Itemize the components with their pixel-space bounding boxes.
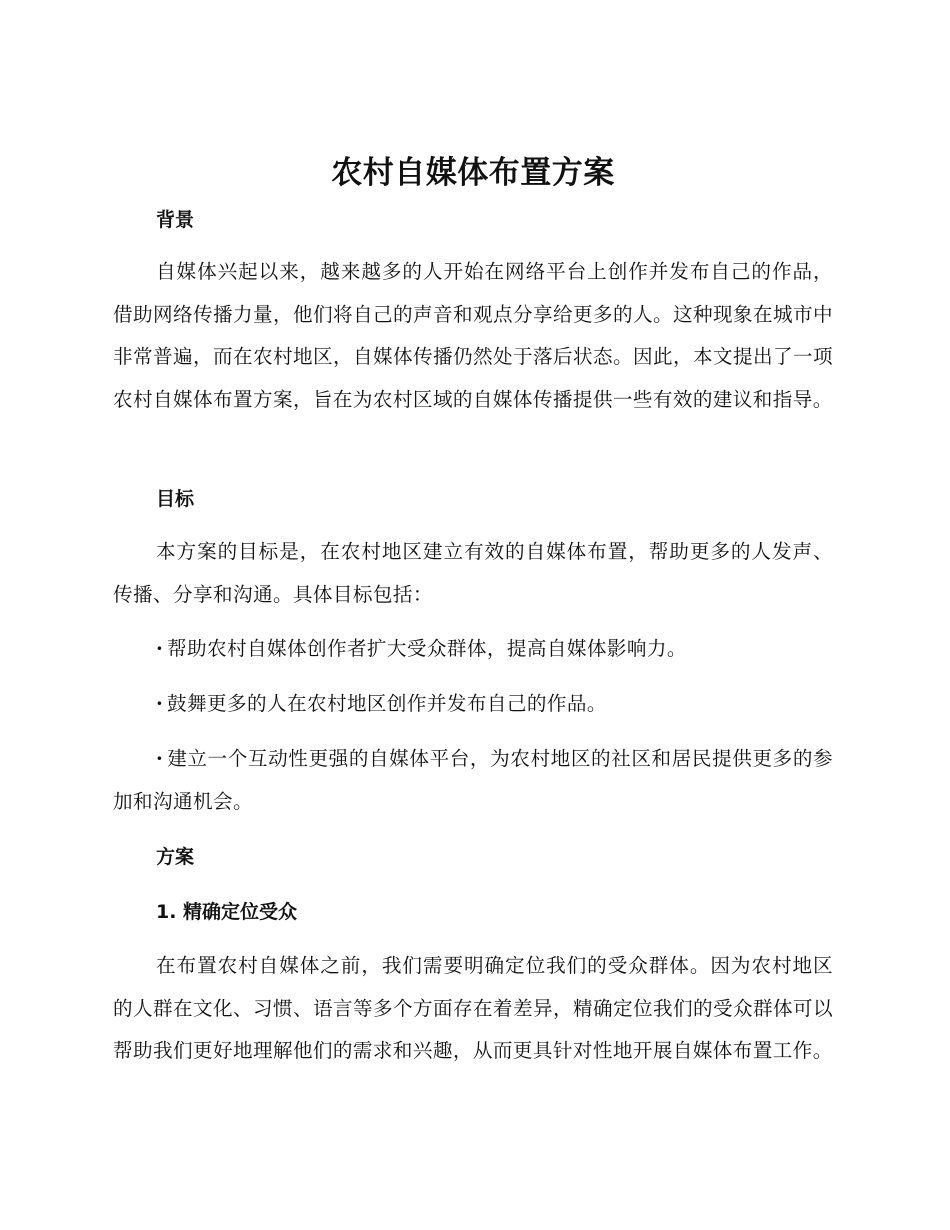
bullet-marker: ·: [156, 747, 164, 770]
section-heading-background: 背景: [156, 209, 195, 231]
plan-paragraph: 在布置农村自媒体之前，我们需要明确定位我们的受众群体。因为农村地区的人群在文化、习惯、语言等多个方面存在着差异，精确定位我们的受众群体可以帮助我们更好地理解他们的需求和兴趣，从而更具针对性地开展自媒体布置工作。: [113, 954, 833, 1062]
goal-bullet-text: 建立一个互动性更强的自媒体平台，为农村地区的社区和居民提供更多的参加和沟通机会。: [113, 747, 833, 813]
bullet-marker: ·: [156, 692, 164, 715]
goal-bullet-text: 鼓舞更多的人在农村地区创作并发布自己的作品。: [167, 692, 607, 715]
goal-bullet-item: [113, 628, 833, 671]
goal-bullet-text: 帮助农村自媒体创作者扩大受众群体，提高自媒体影响力。: [167, 637, 687, 660]
goal-bullet-item: [113, 683, 833, 726]
document-title: 农村自媒体布置方案: [331, 155, 615, 191]
goal-bullet-item: [113, 738, 833, 823]
goals-paragraph: 本方案的目标是，在农村地区建立有效的自媒体布置，帮助更多的人发声、传播、分享和沟通。具体目标包括：: [113, 540, 833, 606]
background-paragraph: 自媒体兴起以来，越来越多的人开始在网络平台上创作并发布自己的作品，借助网络传播力量，他们将自己的声音和观点分享给更多的人。这种现象在城市中非常普遍，而在农村地区，自媒体传播仍然处于落后状态。因此，本文提出了一项农村自媒体布置方案，旨在为农村区域的自媒体传播提供一些有效的建议和指导。: [113, 260, 833, 411]
section-heading-goals: 目标: [156, 488, 195, 510]
plan-subheading: 1. 精确定位受众: [156, 901, 298, 923]
section-heading-plan: 方案: [156, 846, 195, 868]
bullet-marker: ·: [156, 637, 164, 660]
